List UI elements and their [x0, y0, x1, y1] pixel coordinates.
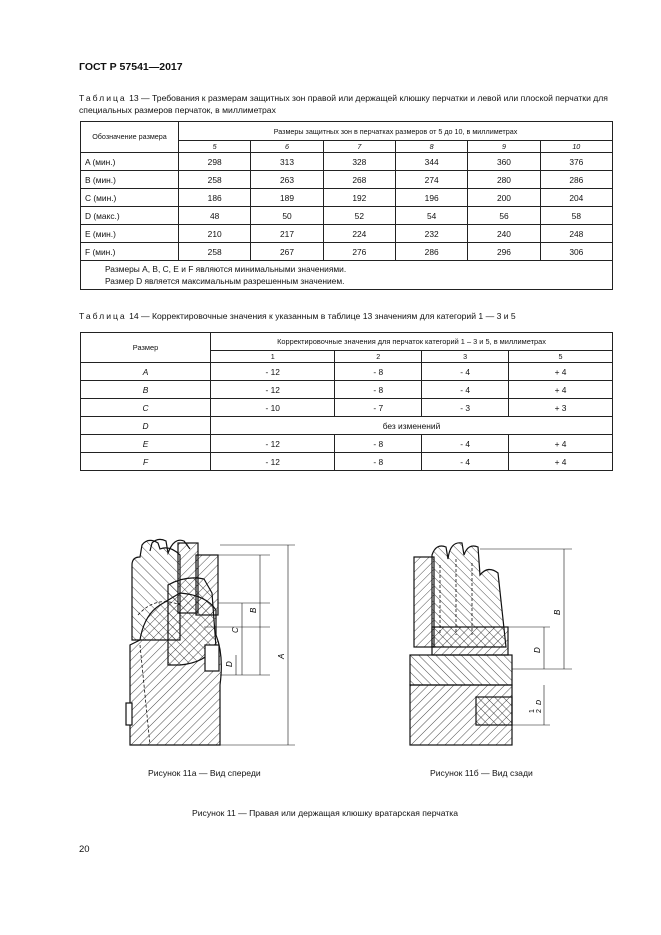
table14-caption — [79, 310, 619, 322]
table13-caption-text: — Требования к размерам защитных зон правой или держащей клюшку перчатки и левой или плоской перчатки для специальных размеров перчаток, в миллиметрах — [79, 93, 608, 115]
dim-label-b-back: B — [553, 609, 562, 615]
table13-cell: 56 — [468, 207, 540, 225]
table13-notes — [81, 261, 613, 290]
table14-cell: - 4 — [422, 453, 509, 471]
dim-label-half-denominator: 2 — [536, 709, 543, 713]
dim-label-d-front: D — [225, 661, 234, 667]
table-row — [81, 171, 613, 189]
table13-cell: 186 — [179, 189, 251, 207]
table13-size-header: 9 — [468, 141, 540, 153]
dim-label-c: C — [231, 627, 240, 633]
table-row — [81, 189, 613, 207]
table13-cell: 58 — [540, 207, 612, 225]
table13-cell: 286 — [395, 243, 467, 261]
table13-row-label: E (мин.) — [81, 225, 179, 243]
table13-size-header: 8 — [395, 141, 467, 153]
table13-caption-number: 13 — [129, 93, 139, 103]
table14-cell: - 8 — [335, 381, 422, 399]
dim-label-half-d: D — [536, 699, 543, 705]
table14-row-label: C — [81, 399, 211, 417]
table13-cell: 52 — [323, 207, 395, 225]
table13-cell: 328 — [323, 153, 395, 171]
table-row — [81, 225, 613, 243]
table13-cell: 248 — [540, 225, 612, 243]
table14-cell: - 12 — [211, 381, 335, 399]
figure-front-caption: Рисунок 11а — Вид спереди — [148, 768, 261, 778]
table13-cell: 200 — [468, 189, 540, 207]
table13-cell: 258 — [179, 243, 251, 261]
dim-label-a: A — [277, 653, 286, 659]
glove-back-view-drawing — [400, 535, 580, 750]
table14-caption-number: 14 — [129, 311, 139, 321]
table14-cell: - 8 — [335, 363, 422, 381]
table13-size-header: 5 — [179, 141, 251, 153]
table14-caption-word: Таблица — [79, 311, 127, 321]
table-row — [81, 435, 613, 453]
table13-cell: 217 — [251, 225, 323, 243]
table13-row-label: B (мин.) — [81, 171, 179, 189]
table13-cell: 267 — [251, 243, 323, 261]
table14-cell: + 4 — [509, 435, 613, 453]
table14-cell: - 3 — [422, 399, 509, 417]
table13-cell: 240 — [468, 225, 540, 243]
table13 — [80, 121, 613, 290]
table14-cell: - 7 — [335, 399, 422, 417]
table13-row-label: C (мин.) — [81, 189, 179, 207]
table13-note-2: Размер D является максимальным разрешенным значением. — [105, 276, 345, 286]
table13-cell: 313 — [251, 153, 323, 171]
table14-row-label: A — [81, 363, 211, 381]
table13-cell: 280 — [468, 171, 540, 189]
table14-cell: - 8 — [335, 453, 422, 471]
table13-cell: 268 — [323, 171, 395, 189]
table13-caption — [79, 92, 619, 116]
table14-cell: + 4 — [509, 363, 613, 381]
dim-label-d-back: D — [533, 647, 542, 653]
table14-category-header: 5 — [509, 351, 613, 363]
table-row — [81, 417, 613, 435]
table13-row-label: A (мин.) — [81, 153, 179, 171]
table13-cell: 296 — [468, 243, 540, 261]
table-row — [81, 453, 613, 471]
page-number: 20 — [79, 844, 90, 855]
table13-cell: 196 — [395, 189, 467, 207]
table14-cell: - 4 — [422, 435, 509, 453]
table13-cell: 263 — [251, 171, 323, 189]
table13-caption-word: Таблица — [79, 93, 127, 103]
table13-group-header: Размеры защитных зон в перчатках размеров от 5 до 10, в миллиметрах — [179, 122, 613, 141]
table14-caption-text: — Корректировочные значения к указанным в таблице 13 значениям для категорий 1 — 3 и 5 — [138, 311, 516, 321]
table13-cell: 276 — [323, 243, 395, 261]
table13-cell: 286 — [540, 171, 612, 189]
table14-cell: - 4 — [422, 381, 509, 399]
table13-cell: 224 — [323, 225, 395, 243]
table13-cell: 50 — [251, 207, 323, 225]
table14-col-header: Размер — [81, 333, 211, 363]
table-row — [81, 399, 613, 417]
figure-main-caption: Рисунок 11 — Правая или держащая клюшку вратарская перчатка — [192, 808, 459, 818]
table14-cell: - 10 — [211, 399, 335, 417]
table14-cell: - 8 — [335, 435, 422, 453]
table13-size-header: 10 — [540, 141, 612, 153]
dim-label-b-front: B — [249, 607, 258, 613]
table13-cell: 360 — [468, 153, 540, 171]
table14-cell: + 3 — [509, 399, 613, 417]
table14-cell: - 12 — [211, 363, 335, 381]
table14-row-label: F — [81, 453, 211, 471]
table14 — [80, 332, 613, 471]
table14-category-header: 1 — [211, 351, 335, 363]
table-row — [81, 363, 613, 381]
table14-cell: - 12 — [211, 453, 335, 471]
table14-row-label: D — [81, 417, 211, 435]
table13-cell: 48 — [179, 207, 251, 225]
table13-cell: 344 — [395, 153, 467, 171]
document-header: ГОСТ Р 57541—2017 — [79, 61, 183, 73]
table13-cell: 210 — [179, 225, 251, 243]
table14-cell: - 12 — [211, 435, 335, 453]
table13-row-label: F (мин.) — [81, 243, 179, 261]
table14-cell: + 4 — [509, 381, 613, 399]
table13-col-header: Обозначение размера — [81, 122, 179, 153]
table13-row-label: D (макс.) — [81, 207, 179, 225]
table14-category-header: 2 — [335, 351, 422, 363]
table-row — [81, 381, 613, 399]
glove-front-view-drawing — [120, 535, 320, 750]
table13-cell: 204 — [540, 189, 612, 207]
dim-label-half-numerator: 1 — [529, 709, 536, 713]
table13-size-header: 7 — [323, 141, 395, 153]
table-row — [81, 153, 613, 171]
table-row — [81, 243, 613, 261]
table13-cell: 376 — [540, 153, 612, 171]
table14-group-header: Корректировочные значения для перчаток категорий 1 – 3 и 5, в миллиметрах — [211, 333, 613, 351]
table14-cell: + 4 — [509, 453, 613, 471]
table13-cell: 189 — [251, 189, 323, 207]
table13-cell: 306 — [540, 243, 612, 261]
table13-cell: 232 — [395, 225, 467, 243]
table14-cell: - 4 — [422, 363, 509, 381]
figure-back-caption: Рисунок 11б — Вид сзади — [430, 768, 533, 778]
table13-cell: 54 — [395, 207, 467, 225]
table13-cell: 192 — [323, 189, 395, 207]
table14-row-label: E — [81, 435, 211, 453]
table14-row-label: B — [81, 381, 211, 399]
table13-cell: 298 — [179, 153, 251, 171]
table13-note-1: Размеры A, B, C, E и F являются минимальными значениями. — [105, 264, 347, 274]
table14-merged-cell: без изменений — [211, 417, 613, 435]
table-row — [81, 207, 613, 225]
table13-size-header: 6 — [251, 141, 323, 153]
table14-category-header: 3 — [422, 351, 509, 363]
table13-cell: 258 — [179, 171, 251, 189]
table13-cell: 274 — [395, 171, 467, 189]
